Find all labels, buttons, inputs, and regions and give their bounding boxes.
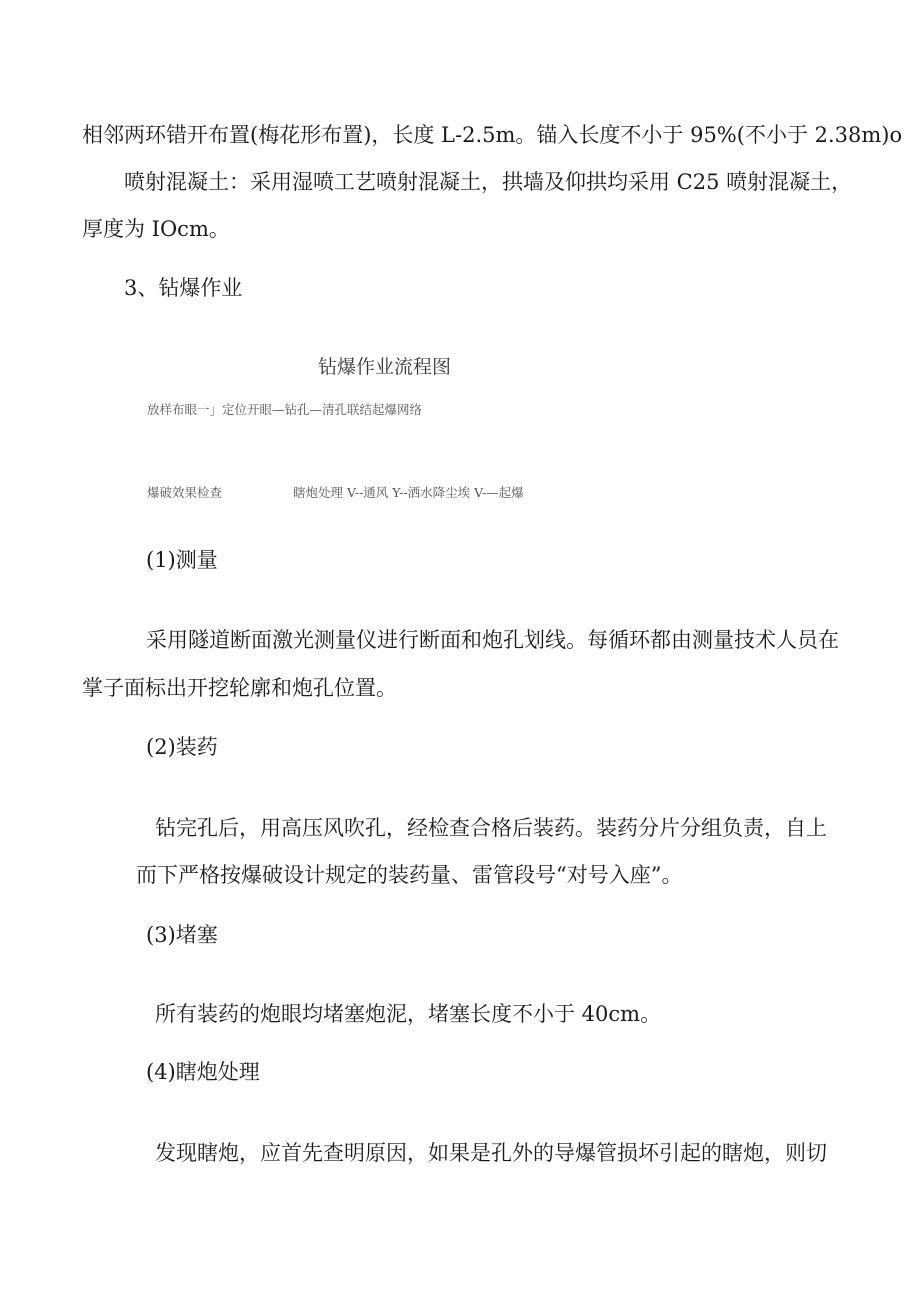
flowchart-title: 钻爆作业流程图: [318, 356, 452, 378]
shotcrete-paragraph-line1: 喷射混凝土：采用湿喷工艺喷射混凝土，拱墙及仰拱均采用 C25 喷射混凝土，: [124, 170, 853, 194]
stemming-paragraph-line1: 所有装药的炮眼均堵塞炮泥，堵塞长度不小于 40cm。: [155, 1002, 662, 1026]
charging-paragraph-line1: 钻完孔后，用高压风吹孔，经检查合格后装药。装药分片分组负责，自上: [155, 816, 827, 840]
section-heading: 3、钻爆作业: [124, 276, 243, 300]
charging-paragraph-line2: 而下严格按爆破设计规定的装药量、雷管段号“对号入座”。: [136, 863, 683, 887]
subsection-heading-charging: (2)装药: [146, 735, 218, 759]
bolting-paragraph-line: 相邻两环错开布置(梅花形布置)，长度 L-2.5m。锚入长度不小于 95%(不小于 2.38m)o: [82, 123, 903, 147]
subsection-heading-survey: (1)测量: [146, 548, 218, 572]
misfire-paragraph-line1: 发现瞎炮，应首先查明原因，如果是孔外的导爆管损坏引起的瞎炮，则切: [155, 1141, 827, 1165]
flowchart-row1: 放样布眼一」定位开眼—钻孔—清孔联结起爆网络: [147, 402, 423, 417]
survey-paragraph-line1: 采用隧道断面激光测量仪进行断面和炮孔划线。每循环都由测量技术人员在: [146, 628, 839, 652]
survey-paragraph-line2: 掌子面标出开挖轮廓和炮孔位置。: [82, 676, 397, 700]
flowchart-row2-left: 爆破效果检查: [147, 485, 223, 500]
flowchart-row2-right: 瞎炮处理 V--通风 Y--洒水降尘埃 V-—起爆: [293, 485, 524, 500]
subsection-heading-stemming: (3)堵塞: [146, 923, 218, 947]
shotcrete-paragraph-line2: 厚度为 IOcm。: [82, 217, 230, 241]
subsection-heading-misfire: (4)瞎炮处理: [146, 1060, 260, 1084]
